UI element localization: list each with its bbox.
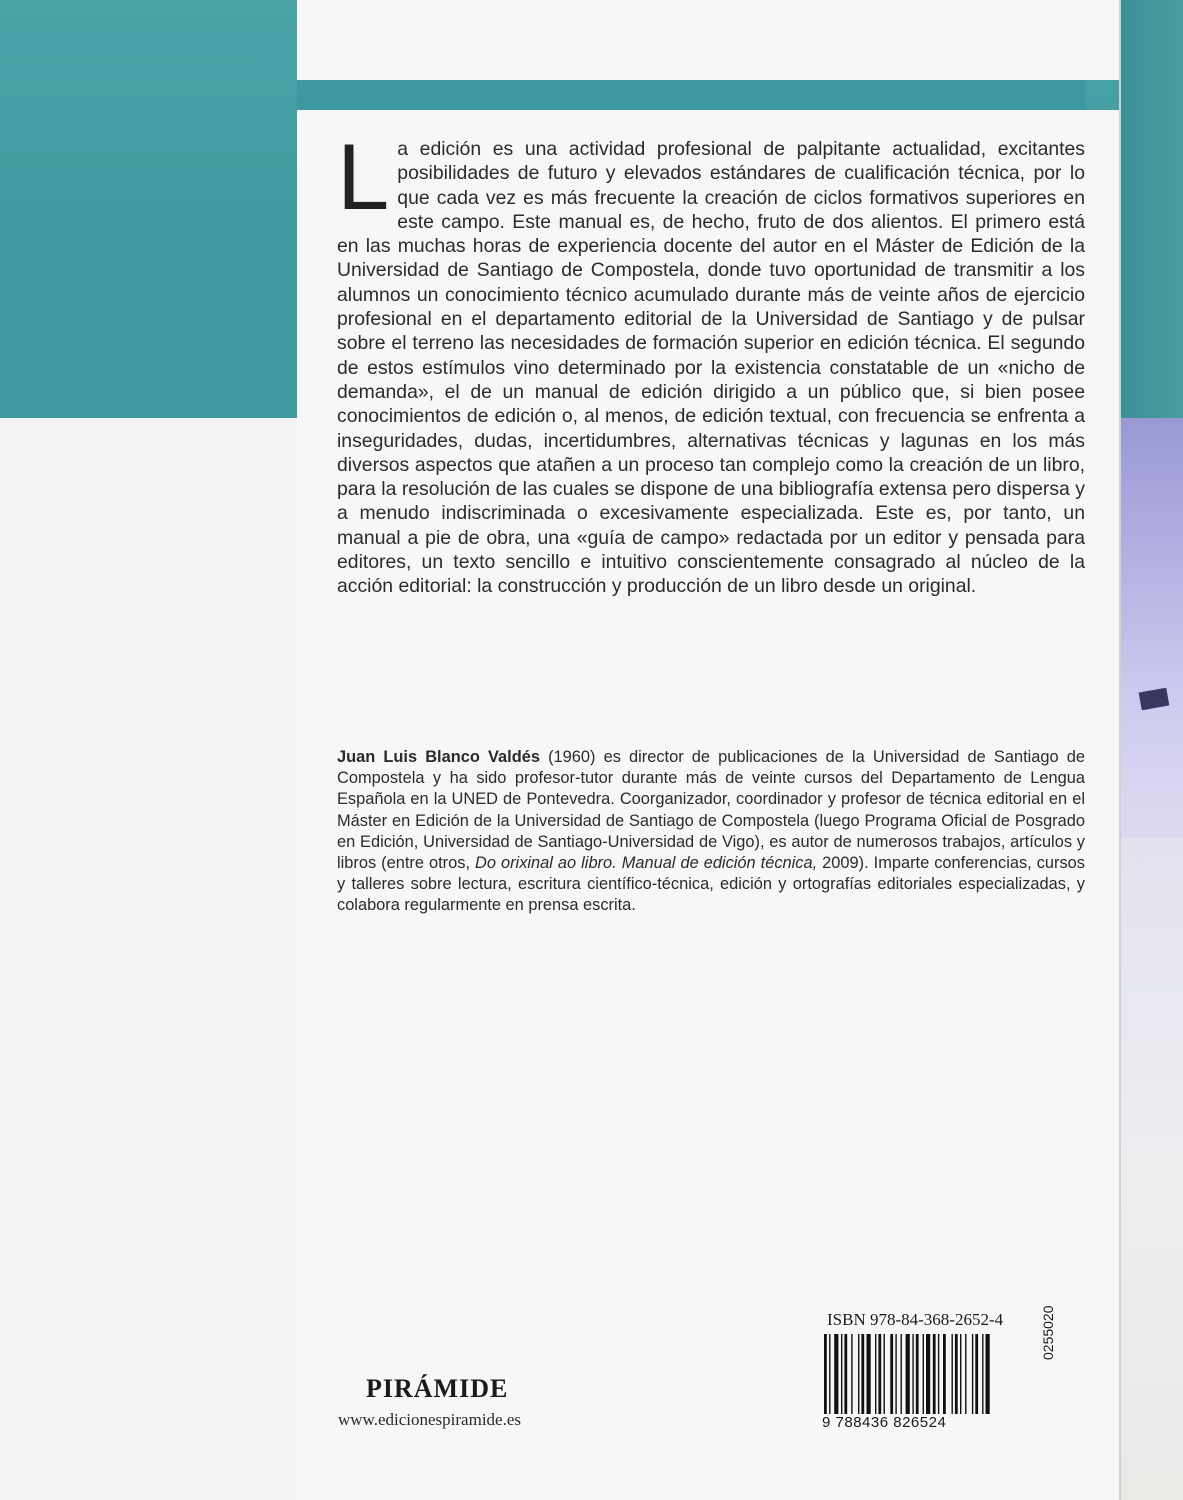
barcode-bar bbox=[834, 1334, 838, 1414]
bio-text-2: 2009). Imparte conferencias, cursos y talleres sobre lectura, escritura científico-técnica, edición y ortografías editoriales especializadas, y colabora regularmente en prensa escrita. bbox=[337, 854, 1085, 915]
barcode-bar bbox=[861, 1334, 864, 1414]
author-name: Juan Luis Blanco Valdés bbox=[337, 748, 540, 766]
bio-text-1: (1960) es director de publicaciones de la Universidad de Santiago de Compostela y ha sido profesor-tutor durante más de veinte cursos del Departamento de Lengua Española en la UNED de Pontevedra. Coorganizador, coordinador y profesor de técnica editorial en el Máster en Edición de la Universidad de Santiago de Compostela (luego Programa Oficial de Posgrado en Edición, Universidad de Santiago-Universidad de Vigo), es autor de numerosos trabajos, artículos y libros (entre otros, bbox=[337, 748, 1085, 873]
barcode-digits: 9 788436 826524 bbox=[822, 1414, 947, 1431]
barcode-bar bbox=[938, 1334, 939, 1414]
barcode-bar bbox=[923, 1334, 924, 1414]
barcode-bar bbox=[926, 1334, 930, 1414]
barcode-bar bbox=[858, 1334, 859, 1414]
spine-edge-light bbox=[1120, 838, 1183, 1500]
barcode-bar bbox=[829, 1334, 830, 1414]
bio-book-title: Do orixinal ao libro. Manual de edición técnica, bbox=[475, 854, 818, 873]
spine-edge-purple-photo bbox=[1120, 418, 1183, 838]
drop-cap: L bbox=[337, 124, 390, 229]
barcode-bar bbox=[972, 1334, 973, 1414]
isbn-label: ISBN 978-84-368-2652-4 bbox=[827, 1310, 1004, 1329]
barcode-bar bbox=[912, 1334, 913, 1414]
barcode-bar bbox=[986, 1334, 990, 1414]
barcode-bar bbox=[901, 1334, 902, 1414]
barcode-bar bbox=[824, 1334, 827, 1414]
barcode-bar bbox=[895, 1334, 896, 1414]
barcode-bar bbox=[851, 1334, 852, 1414]
publisher-url[interactable]: www.edicionespiramide.es bbox=[338, 1410, 522, 1429]
barcode-bar bbox=[975, 1334, 978, 1414]
barcode-bar bbox=[916, 1334, 919, 1414]
barcode-bar bbox=[906, 1334, 910, 1414]
left-light-panel bbox=[0, 418, 297, 1500]
barcode-bar bbox=[875, 1334, 876, 1414]
barcode-icon bbox=[822, 1334, 1044, 1414]
barcode-bar bbox=[982, 1334, 983, 1414]
barcode-bar bbox=[844, 1334, 847, 1414]
barcode-bar bbox=[952, 1334, 953, 1414]
barcode-bar bbox=[933, 1334, 936, 1414]
publisher-logo: PIRÁMIDE bbox=[366, 1374, 509, 1403]
barcode-bar bbox=[960, 1334, 961, 1414]
author-bio bbox=[337, 747, 1085, 917]
spine-fold-line bbox=[1119, 0, 1121, 1500]
barcode-bar bbox=[955, 1334, 958, 1414]
blurb-paragraph bbox=[337, 124, 1085, 599]
barcode-bar bbox=[965, 1334, 966, 1414]
top-white-band bbox=[297, 0, 1120, 80]
spine-edge-teal bbox=[1120, 0, 1183, 418]
barcode-bar bbox=[867, 1334, 871, 1414]
barcode-side-code: 0255020 bbox=[1040, 1305, 1056, 1360]
barcode-bar bbox=[841, 1334, 842, 1414]
teal-strip bbox=[297, 80, 1085, 110]
barcode-bar bbox=[890, 1334, 893, 1414]
barcode-bar bbox=[878, 1334, 881, 1414]
blurb-body: a edición es una actividad profesional de palpitante actualidad, excitantes posibilidades de futuro y elevados estándares de cualificación técnica, por lo que cada vez es más frecuente la creación de ciclos formativos superiores en este campo. Este manual es, de hecho, fruto de dos alientos. El primero está en las muchas horas de experiencia docente del autor en el Máster de Edición de la Universidad de Santiago de Compostela, donde tuvo oportunidad de transmitir a los alumnos un conocimiento técnico acumulado durante más de veinte años de ejercicio profesional en el departamento editorial de la Universidad de Santiago y de pulsar sobre el terreno las necesidades de formación superior en edición técnica. El segundo de estos estímulos vino determinado por la existencia constatable de un «nicho de demanda», el de un manual de edición dirigido a un público que, si bien posee conocimientos de edición o, al menos, de edición textual, con frecuencia se enfrenta a inseguridades, dudas, incertidumbres, alternativas técnicas y lagunas en los más diversos aspectos que atañen a un proceso tan complejo como la creación de un libro, para la resolución de las cuales se dispone de una bibliografía extensa pero dispersa y a menudo indiscriminada o excesivamente especializada. Este es, por tanto, un manual a pie de obra, una «guía de campo» redactada por un editor y pensada para editores, un texto sencillo e intuitivo conscientemente consagrado al núcleo de la acción editorial: la construcción y producción de un libro desde un original. bbox=[337, 138, 1085, 598]
barcode-bar bbox=[884, 1334, 885, 1414]
barcode-bar bbox=[943, 1334, 946, 1414]
